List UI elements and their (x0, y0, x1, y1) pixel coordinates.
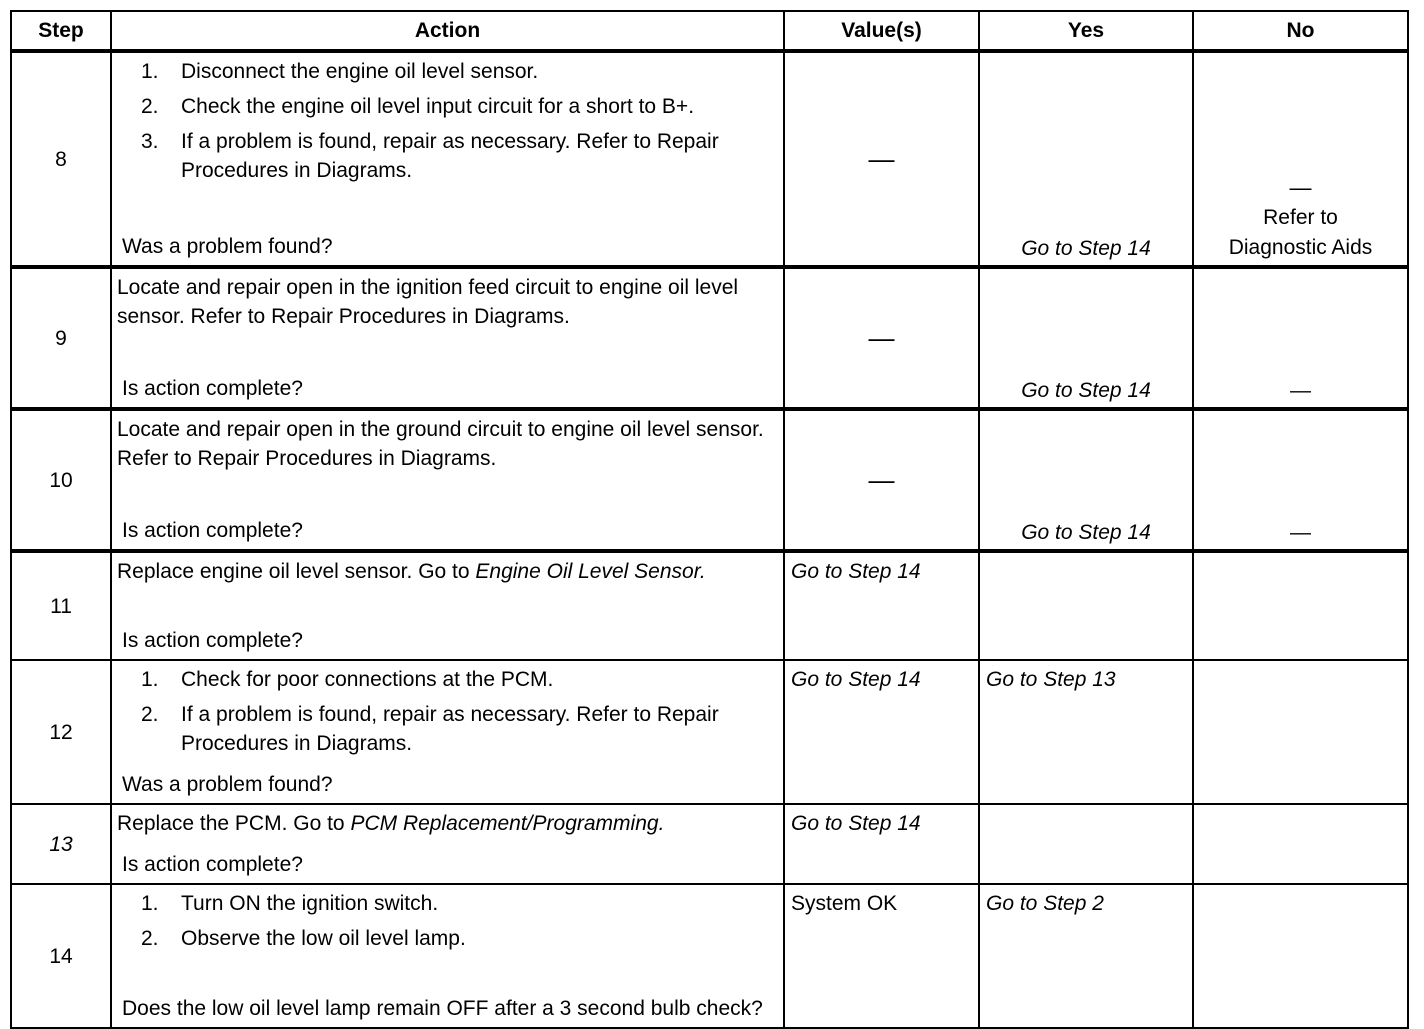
values-cell (784, 267, 979, 409)
table-row-step-13 (11, 804, 1408, 884)
action-steps (117, 889, 777, 953)
action-steps (117, 665, 777, 758)
header-values: Value(s) (784, 11, 979, 51)
diagnostic-table-sheet (10, 10, 1407, 1029)
action-text: Replace engine oil level sensor. Go to Engine Oil Level Sensor. (117, 560, 706, 583)
values-cell (784, 409, 979, 551)
action-cell (111, 804, 784, 884)
step-number: 14 (11, 884, 111, 1028)
action-cell (111, 51, 784, 267)
values-cell: Go to Step 14 (784, 804, 979, 884)
action-question: Was a problem found? (122, 773, 333, 796)
no-cell (1193, 409, 1408, 551)
yes-goto: Go to Step 14 (1021, 521, 1151, 544)
yes-cell (979, 551, 1193, 660)
values-cell: Go to Step 14 (784, 660, 979, 804)
values-cell: System OK (784, 884, 979, 1028)
step-number: 10 (11, 409, 111, 551)
table-row-step-10 (11, 409, 1408, 551)
table-row-step-12 (11, 660, 1408, 804)
no-dash: — (1290, 379, 1311, 402)
values-dash: — (868, 143, 895, 174)
action-text: Locate and repair open in the ignition feed circuit to engine oil level sensor. Refer to Repair Procedures in Diagrams. (117, 276, 739, 328)
header-no: No (1193, 11, 1408, 51)
list-item: 2. Check the engine oil level input circuit for a short to B+. (141, 95, 695, 118)
action-cell (111, 660, 784, 804)
no-cell (1193, 804, 1408, 884)
values-dash: — (868, 322, 895, 353)
action-question: Is action complete? (122, 377, 303, 400)
action-question: Is action complete? (122, 853, 303, 876)
action-text: Locate and repair open in the ground circuit to engine oil level sensor. Refer to Repair Procedures in Diagrams. (117, 418, 764, 470)
action-question: Was a problem found? (122, 235, 333, 258)
yes-cell: Go to Step 13 (979, 660, 1193, 804)
action-question: Is action complete? (122, 519, 303, 542)
list-item: 1. Disconnect the engine oil level sensor. (141, 60, 539, 83)
step-number: 11 (11, 551, 111, 660)
no-refer-line-1: Refer to (1263, 206, 1338, 229)
header-action: Action (111, 11, 784, 51)
yes-cell (979, 267, 1193, 409)
no-cell (1193, 267, 1408, 409)
table-row-step-9 (11, 267, 1408, 409)
list-item: 2. If a problem is found, repair as necessary. Refer to Repair Procedures in Diagrams. (141, 703, 719, 755)
step-number: 9 (11, 267, 111, 409)
list-item: 1. Check for poor connections at the PCM. (141, 668, 554, 691)
action-cell (111, 884, 784, 1028)
list-item: 3. If a problem is found, repair as necessary. Refer to Repair Procedures in Diagrams. (141, 130, 719, 182)
table-row-step-8 (11, 51, 1408, 267)
step-number: 12 (11, 660, 111, 804)
action-steps (117, 57, 777, 185)
diagnostic-table (10, 10, 1409, 1029)
reference-link: Engine Oil Level Sensor. (475, 560, 706, 583)
no-dash: — (1289, 175, 1312, 200)
list-item: 2. Observe the low oil level lamp. (141, 927, 466, 950)
yes-cell (979, 804, 1193, 884)
yes-goto: Go to Step 14 (1021, 379, 1151, 402)
yes-cell: Go to Step 2 (979, 884, 1193, 1028)
header-row (11, 11, 1408, 51)
values-cell (784, 51, 979, 267)
step-number: 13 (11, 804, 111, 884)
yes-cell (979, 409, 1193, 551)
step-number: 8 (11, 51, 111, 267)
no-cell (1193, 660, 1408, 804)
no-refer (1194, 173, 1407, 263)
header-step: Step (11, 11, 111, 51)
action-cell (111, 409, 784, 551)
yes-cell (979, 51, 1193, 267)
values-dash: — (868, 464, 895, 495)
action-question: Does the low oil level lamp remain OFF after a 3 second bulb check? (122, 997, 763, 1020)
values-cell: Go to Step 14 (784, 551, 979, 660)
no-cell (1193, 884, 1408, 1028)
header-yes: Yes (979, 11, 1193, 51)
no-refer-line-2: Diagnostic Aids (1228, 236, 1373, 259)
action-question: Is action complete? (122, 629, 303, 652)
yes-goto: Go to Step 14 (1021, 237, 1151, 260)
action-text: Replace the PCM. Go to PCM Replacement/Programming. (117, 812, 665, 835)
reference-link: PCM Replacement/Programming. (350, 812, 665, 835)
no-dash: — (1290, 521, 1311, 544)
no-cell (1193, 51, 1408, 267)
action-cell (111, 551, 784, 660)
list-item: 1. Turn ON the ignition switch. (141, 892, 439, 915)
table-row-step-14 (11, 884, 1408, 1028)
action-cell (111, 267, 784, 409)
table-row-step-11 (11, 551, 1408, 660)
no-cell (1193, 551, 1408, 660)
